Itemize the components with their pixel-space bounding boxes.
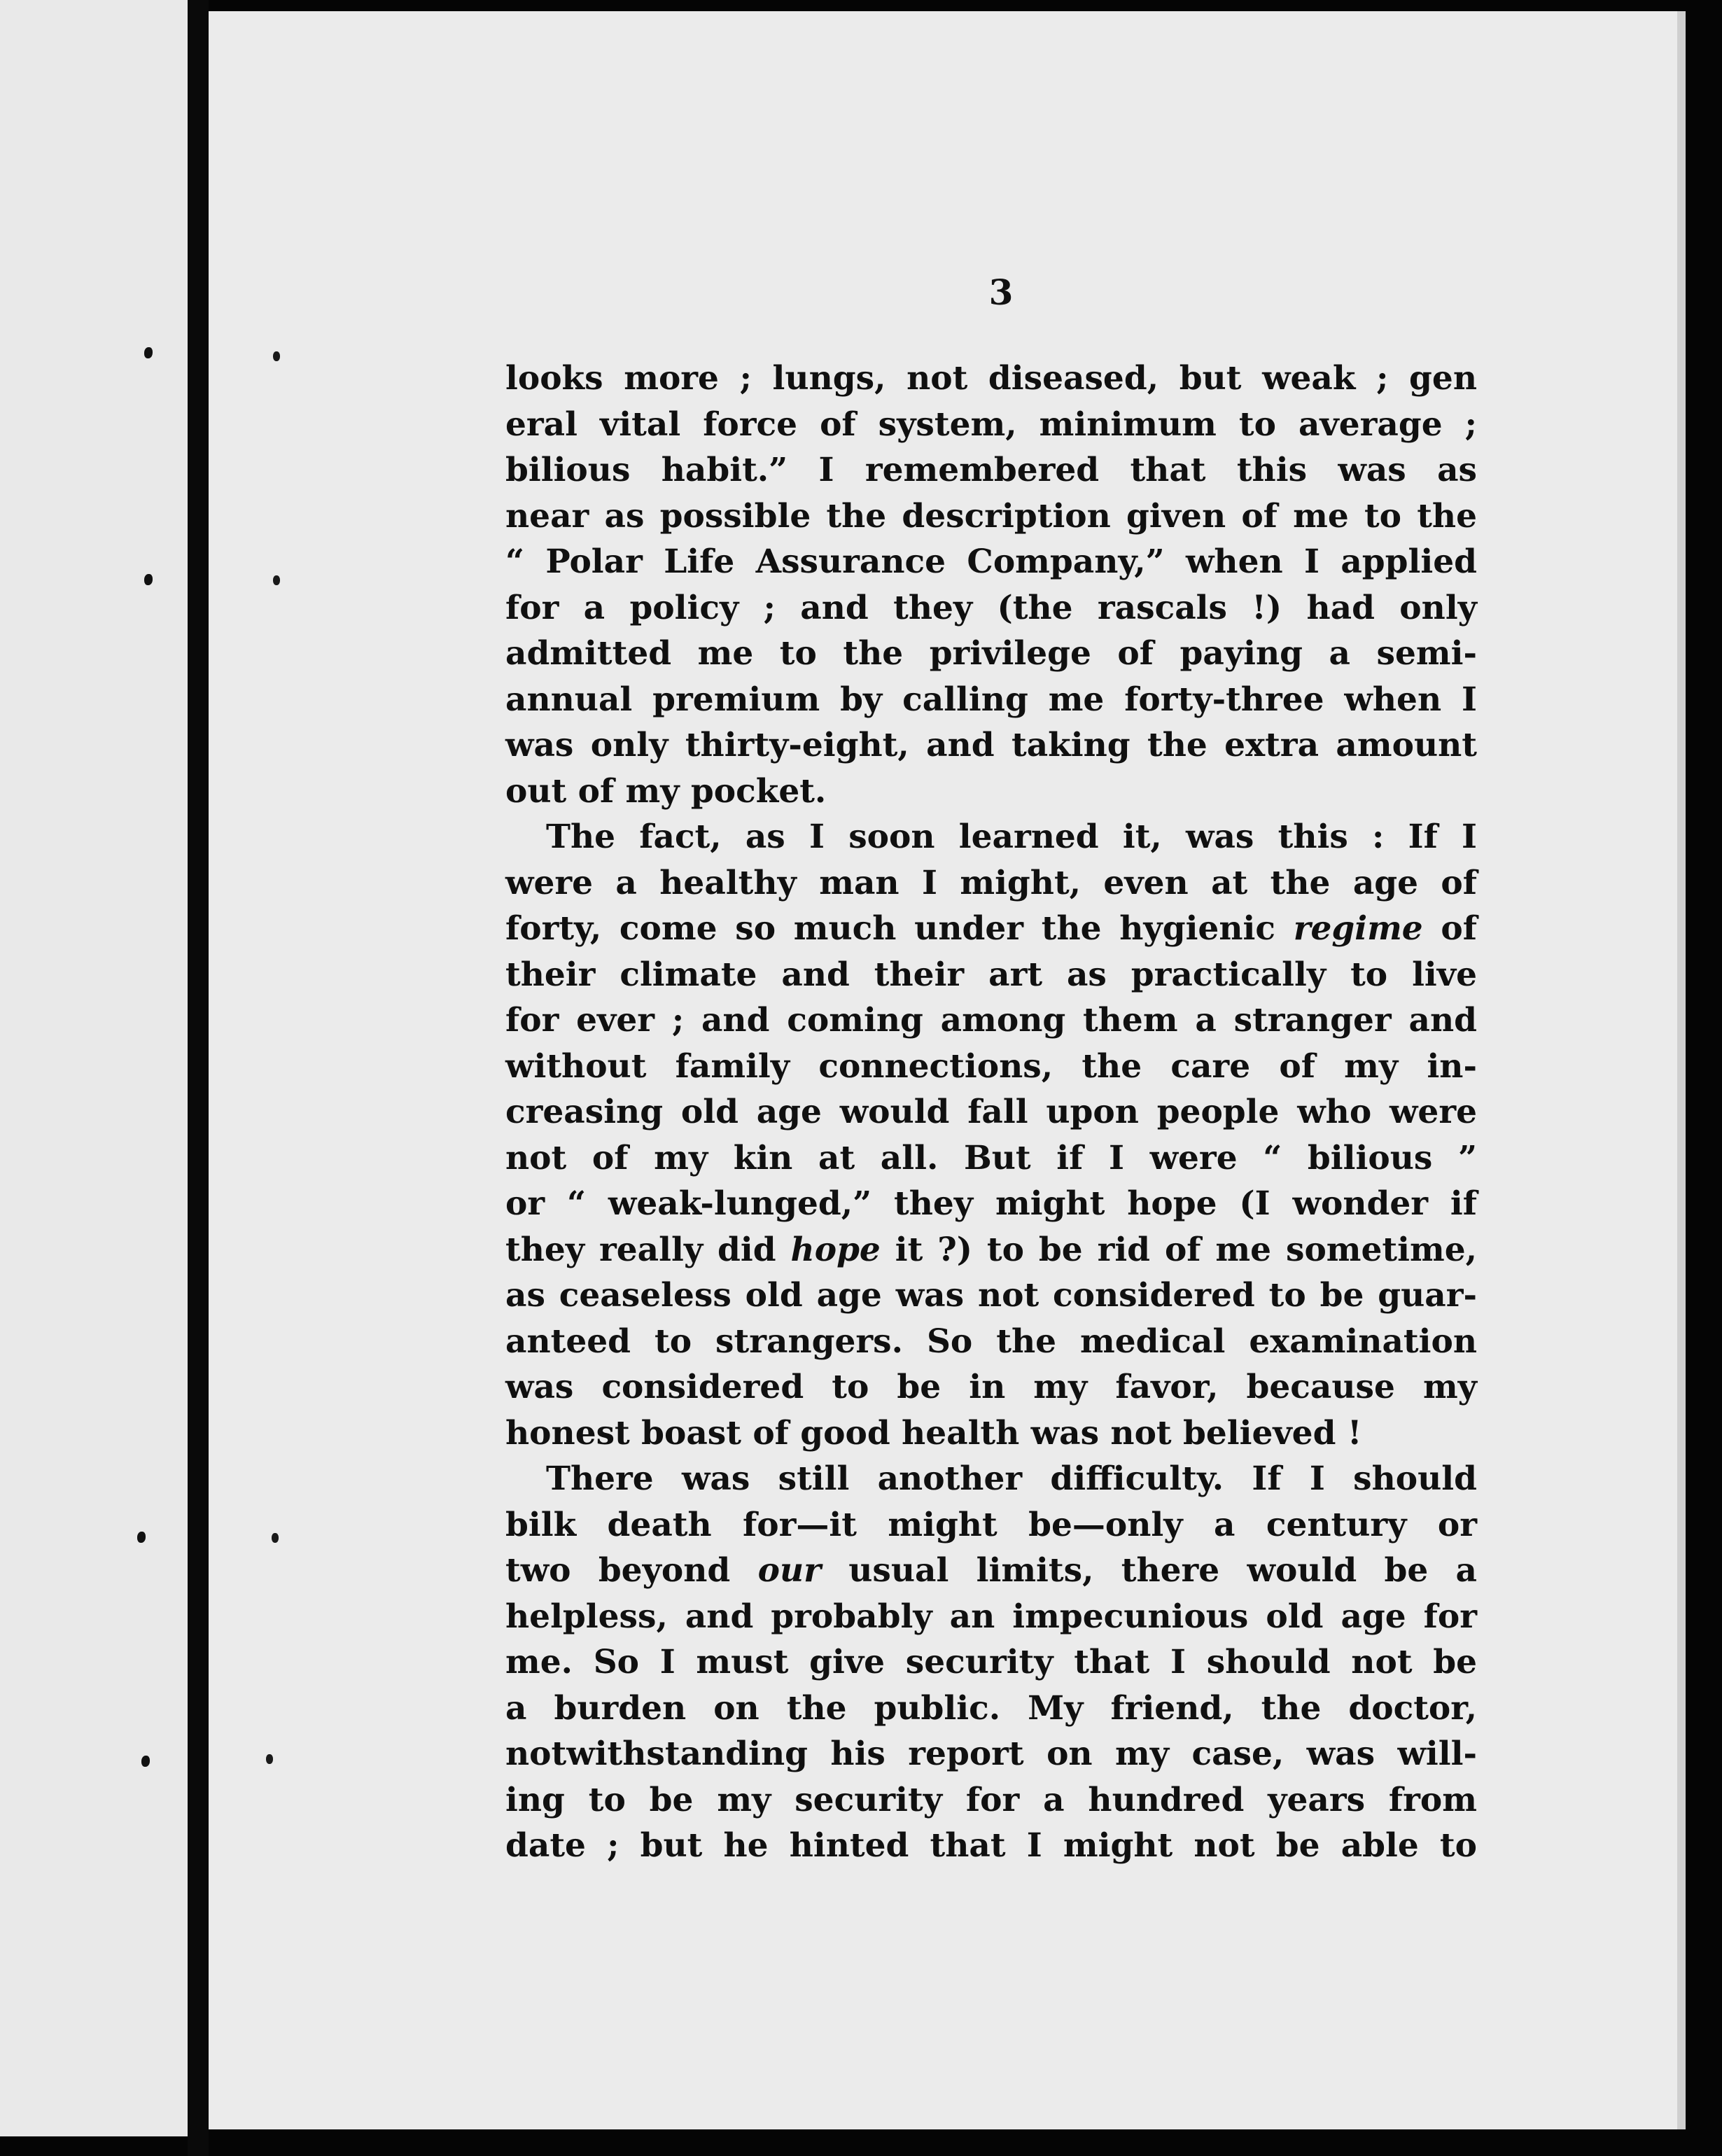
text-line: [505, 1227, 1477, 1273]
text-line: ing to be my security for a hundred years from: [505, 1780, 1477, 1819]
text-line: or “ weak-lunged,” they might hope (I wonder if: [505, 1184, 1477, 1223]
text-fragment: forty, come so much under the hygienic: [505, 909, 1294, 948]
text-line: honest boast of good health was not believed !: [505, 1413, 1362, 1452]
text-line: helpless, and probably an impecunious old age for: [505, 1597, 1477, 1636]
text-line: as ceaseless old age was not considered to be guar-: [505, 1276, 1477, 1315]
text-line: date ; but he hinted that I might not be able to: [505, 1826, 1477, 1865]
margin-speck: [144, 347, 153, 358]
italic-word: regime: [1293, 909, 1423, 948]
text-line: not of my kin at all. But if I were “ bilious ”: [505, 1138, 1477, 1177]
text-line: creasing old age would fall upon people who were: [505, 1093, 1477, 1131]
text-line: annual premium by calling me forty-three when I: [505, 680, 1477, 719]
text-line: notwithstanding his report on my case, was will-: [505, 1735, 1477, 1773]
text-line: without family connections, the care of my in-: [505, 1046, 1477, 1086]
text-line: for a policy ; and they (the rascals !) had only: [505, 588, 1477, 627]
text-line: me. So I must give security that I should not be: [505, 1643, 1477, 1681]
text-fragment: usual limits, there would be a: [820, 1551, 1478, 1590]
italic-word: our: [757, 1551, 821, 1590]
text-line: [505, 1548, 1477, 1594]
text-line: out of my pocket.: [505, 771, 827, 811]
margin-speck: [141, 1756, 150, 1767]
text-line: admitted me to the privilege of paying a semi-: [505, 634, 1477, 673]
margin-speck: [144, 574, 153, 585]
text-line: for ever ; and coming among them a stranger and: [505, 1001, 1477, 1040]
margin-speck: [273, 575, 280, 585]
binding-shadow: [188, 0, 209, 2156]
text-line: bilious habit.” I remembered that this was as: [505, 451, 1477, 489]
text-line: near as possible the description given of me to the: [505, 496, 1477, 536]
text-line: eral vital force of system, minimum to average ;: [505, 405, 1477, 444]
text-line: was only thirty-eight, and taking the extra amount: [505, 726, 1477, 764]
page-right-edge: [1677, 11, 1686, 2129]
text-line: were a healthy man I might, even at the age of: [505, 863, 1477, 902]
text-line: [505, 906, 1477, 952]
text-line: bilk death for—it might be—only a century or: [505, 1505, 1477, 1544]
margin-speck: [266, 1754, 273, 1764]
text-line: anteed to strangers. So the medical examination: [505, 1322, 1477, 1361]
left-page-edge: [0, 0, 188, 2136]
text-fragment: of: [1422, 909, 1477, 948]
body-text: [505, 356, 1477, 1869]
text-fragment: it ?) to be rid of me sometime,: [880, 1230, 1477, 1269]
text-line: their climate and their art as practically to live: [505, 955, 1477, 994]
text-fragment: they really did: [505, 1230, 791, 1269]
text-line: “ Polar Life Assurance Company,” when I applied: [505, 542, 1477, 581]
margin-speck: [272, 1533, 279, 1543]
margin-speck: [137, 1532, 146, 1543]
text-line: a burden on the public. My friend, the doctor,: [505, 1688, 1477, 1728]
text-fragment: two beyond: [505, 1551, 758, 1590]
italic-word: hope: [790, 1230, 881, 1269]
page-number: 3: [988, 272, 1014, 313]
text-line: was considered to be in my favor, because my: [505, 1368, 1477, 1406]
text-line: There was still another difficulty. If I should: [546, 1460, 1477, 1498]
text-line: looks more ; lungs, not diseased, but weak ; gen: [505, 359, 1477, 398]
margin-speck: [273, 351, 280, 361]
text-line: The fact, as I soon learned it, was this : If I: [546, 818, 1477, 856]
